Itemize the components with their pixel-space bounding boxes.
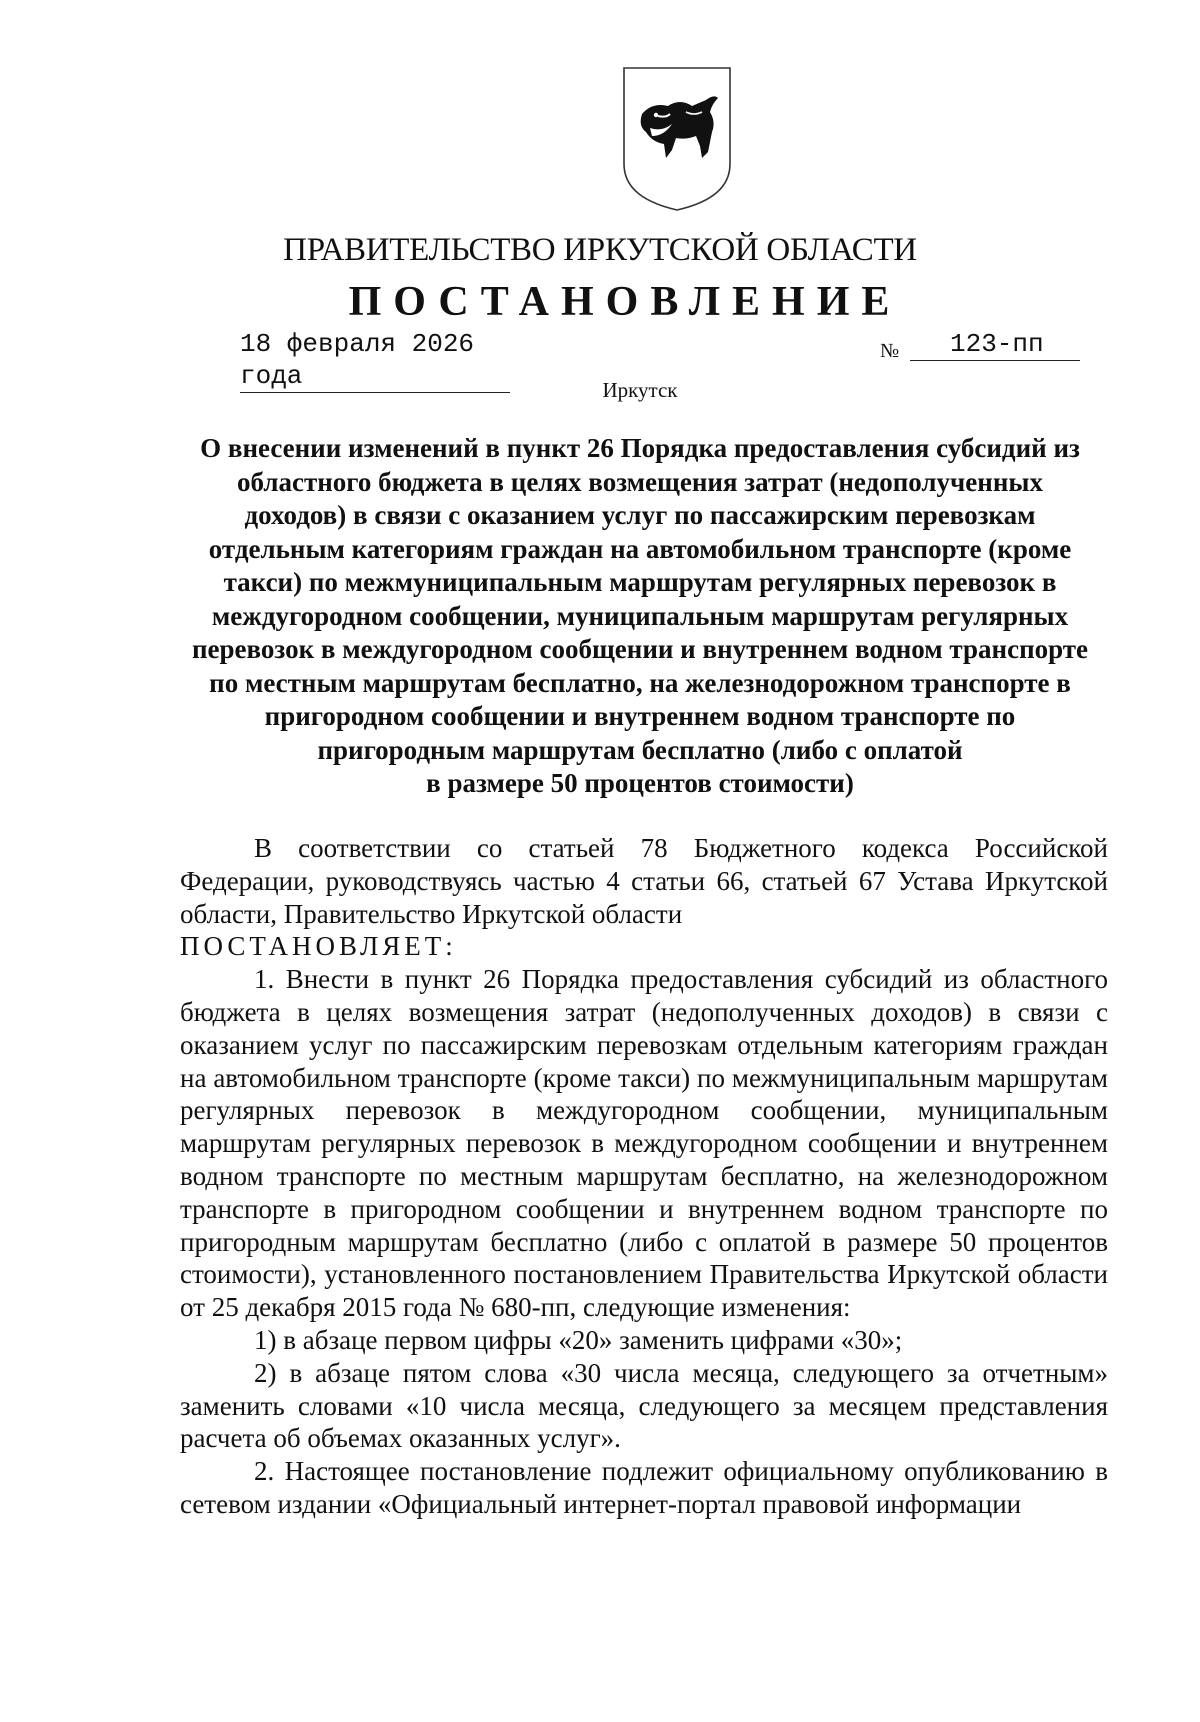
title-line: такси) по межмуниципальным маршрутам регулярных перевозок в — [223, 567, 1057, 597]
resolves-heading: ПОСТАНОВЛЯЕТ: — [180, 931, 457, 962]
city: Иркутск — [602, 378, 678, 402]
document-type: ПОСТАНОВЛЕНИЕ — [348, 279, 902, 325]
title-line: по местным маршрутам бесплатно, на железнодорожном транспорте в — [209, 667, 1071, 698]
title-line: пригородным маршрутам бесплатно (либо с оплатой — [317, 734, 963, 765]
document-title — [180, 432, 1100, 801]
item-2-paragraph: 2. Настоящее постановление подлежит официальному опубликованию в сетевом издании «Официальный интернет-портал правовой информации — [180, 1456, 1108, 1519]
item-1-paragraph: 1. Внести в пункт 26 Порядка предоставления субсидий из областного бюджета в целях возмещения затрат (недополученных доходов) в связи с оказанием услуг по пассажирским перевозкам отдельным категориям граждан на автомобильном транспорте (кроме такси) по межмуниципальным маршрутам регулярных перевозок в междугородном сообщении, муниципальным маршрутам регулярных перевозок в междугородном сообщении и внутреннем водном транспорте по местным маршрутам бесплатно, на железнодорожном транспорте в пригородном сообщении и внутреннем водном транспорте по пригородным маршрутам бесплатно (либо с оплатой в размере 50 процентов стоимости), установленного постановлением Правительства Иркутской области от 25 декабря 2015 года № 680-пп, следующие изменения: — [180, 964, 1108, 1323]
item-1-2-paragraph: 2) в абзаце пятом слова «30 числа месяца, следующего за отчетным» заменить словами «10 числа месяца, следующего за месяцем представления расчета об объемах оказанных услуг». — [180, 1357, 1108, 1454]
government-name: ПРАВИТЕЛЬСТВО ИРКУТСКОЙ ОБЛАСТИ — [283, 232, 917, 268]
title-line: перевозок в междугородном сообщении и внутреннем водном транспорте — [191, 634, 1089, 664]
document-body — [180, 832, 1108, 1521]
irkutsk-coat-of-arms-icon — [622, 66, 732, 212]
item-1-1-paragraph: 1) в абзаце первом цифры «20» заменить цифрами «30»; — [254, 1324, 903, 1355]
title-line: пригородном сообщении и внутреннем водном транспорте по — [264, 701, 1016, 731]
title-line: отдельным категориям граждан на автомобильном транспорте (кроме — [208, 533, 1072, 564]
title-line: доходов) в связи с оказанием услуг по пассажирским перевозкам — [244, 500, 1036, 530]
number-label: № — [880, 340, 900, 362]
preamble-paragraph: В соответствии со статьей 78 Бюджетного кодекса Российской Федерации, руководствуясь частью 4 статьи 66, статьей 67 Устава Иркутской области, Правительство Иркутской области — [180, 833, 1108, 929]
document-date: 18 февраля 2026 года — [240, 328, 510, 393]
document-number: 123-пп — [910, 328, 1080, 361]
title-line: в размере 50 процентов стоимости) — [426, 768, 854, 798]
title-line: междугородном сообщении, муниципальным маршрутам регулярных — [211, 600, 1069, 631]
title-line: областного бюджета в целях возмещения затрат (недополученных — [237, 466, 1043, 497]
title-line: О внесении изменений в пункт 26 Порядка предоставления субсидий из — [200, 433, 1080, 463]
